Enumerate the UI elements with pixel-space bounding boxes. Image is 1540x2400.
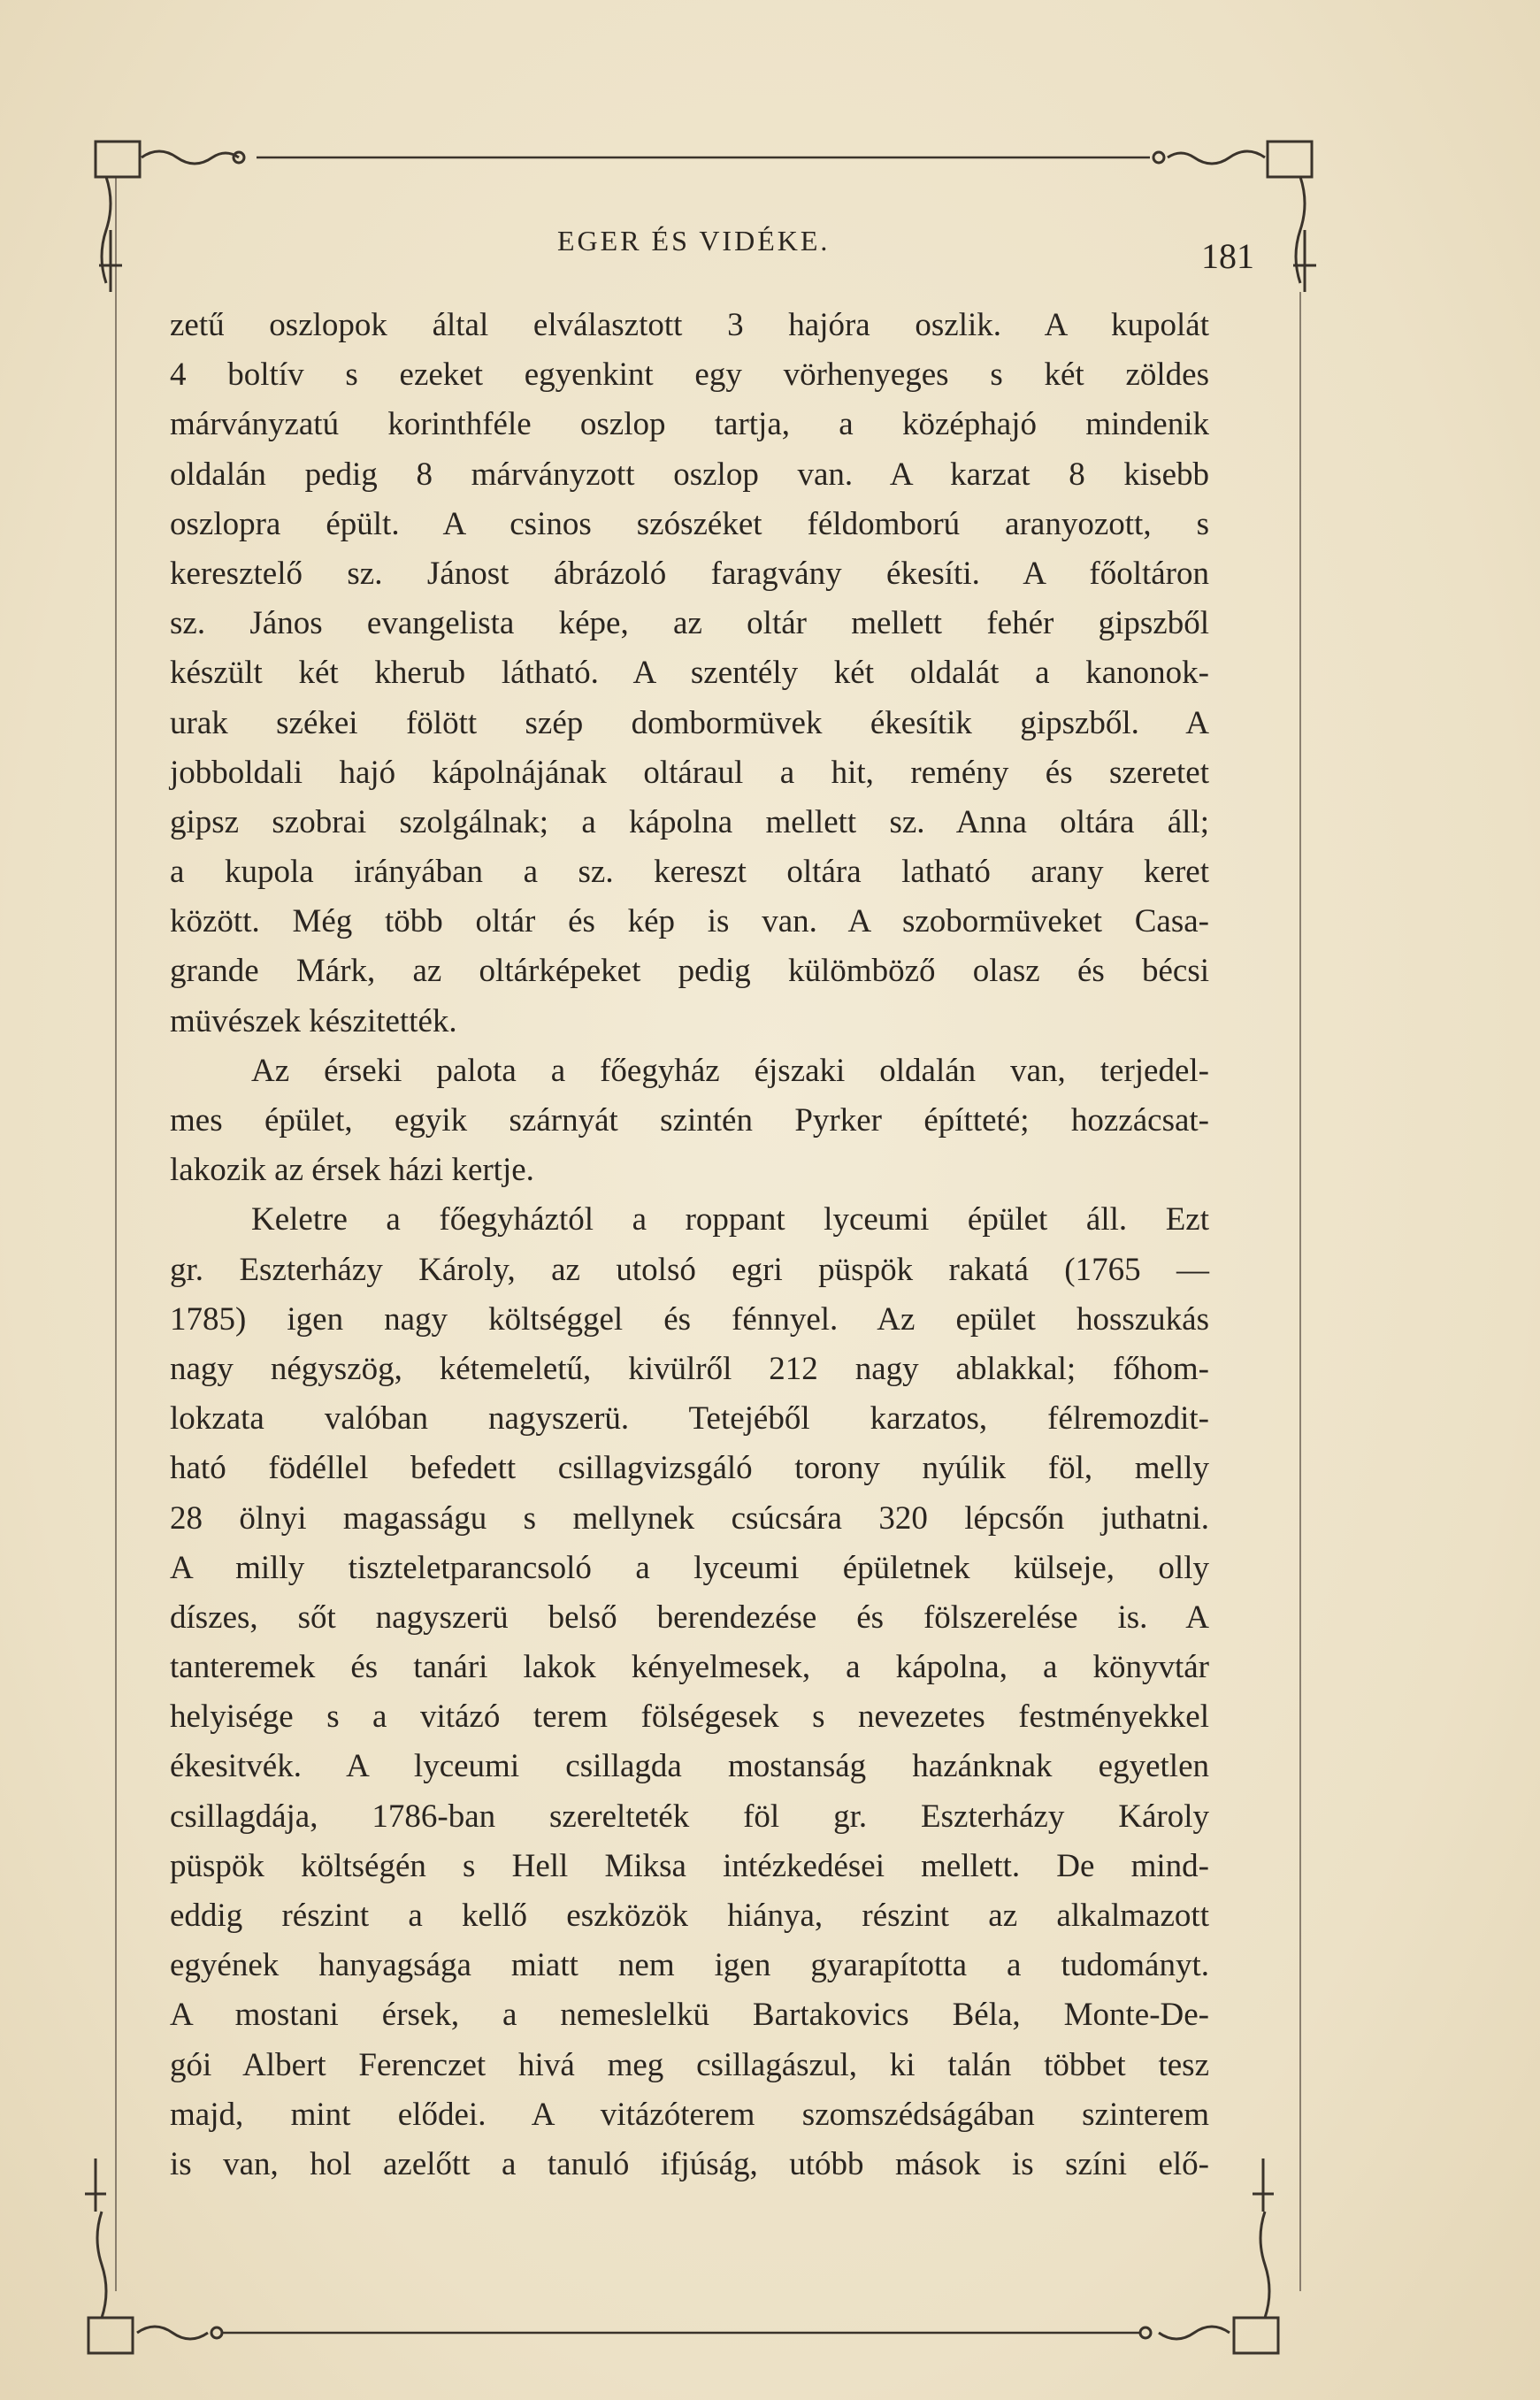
body-text (170, 301, 1209, 2189)
text-line: müvészek készitették. (170, 1002, 457, 1039)
text-line: gipsz szobrai szolgálnak; a kápolna mellett sz. Anna oltára áll; (170, 803, 1209, 840)
text-line: a kupola irányában a sz. kereszt oltára latható arany keret (170, 854, 1209, 891)
text-line: eddig részint a kellő eszközök hiánya, részint az alkalmazott (170, 1898, 1209, 1934)
text-line: oldalán pedig 8 márványzott oszlop van. A karzat 8 kisebb (170, 456, 1209, 493)
running-title: EGER ÉS VIDÉKE. (557, 225, 831, 257)
text-line: sz. János evangelista képe, az oltár mellett fehér gipszből (170, 605, 1209, 642)
text-line: tanteremek és tanári lakok kényelmesek, a kápolna, a könyvtár (170, 1649, 1209, 1686)
text-line: nagy négyszög, kétemeletű, kivülről 212 nagy ablakkal; főhom- (170, 1350, 1209, 1387)
text-line: ékesitvék. A lyceumi csillagda mostanság hazánknak egyetlen (170, 1748, 1209, 1785)
text-line: lokzata valóban nagyszerü. Tetejéből karzatos, félremozdit- (170, 1400, 1209, 1438)
text-line: 28 ölnyi magasságu s mellynek csúcsára 320 lépcsőn juthatni. (170, 1499, 1209, 1537)
text-line: helyisége s a vitázó terem fölségesek s nevezetes festményekkel (170, 1698, 1209, 1736)
page-number: 181 (1201, 236, 1254, 276)
text-line: gói Albert Ferenczet hivá meg csillagászul, ki talán többet tesz (170, 2046, 1209, 2083)
text-line: urak székei fölött szép dombormüvek ékesítik gipszből. A (170, 704, 1209, 741)
text-line: zetű oszlopok által elválasztott 3 hajóra oszlik. A kupolát (170, 307, 1209, 343)
text-line: is van, hol azelőtt a tanuló ifjúság, utóbb mások is színi elő- (170, 2145, 1209, 2182)
text-line: 4 boltív s ezeket egyenkint egy vörhenyeges s két zöldes (170, 357, 1209, 394)
text-line: jobboldali hajó kápolnájának oltáraul a hit, remény és szeretet (170, 754, 1209, 791)
text-line: püspök költségén s Hell Miksa intézkedései mellett. De mind- (170, 1847, 1209, 1884)
text-line: gr. Eszterházy Károly, az utolsó egri püspök rakatá (1765 — (170, 1251, 1209, 1288)
text-line: grande Márk, az oltárképeket pedig külömböző olasz és bécsi (170, 953, 1209, 990)
text-line: csillagdája, 1786-ban szerelteték föl gr. Eszterházy Károly (170, 1798, 1209, 1835)
text-line: oszlopra épült. A csinos szószéket féldomború aranyozott, s (170, 505, 1209, 542)
text-line: mes épület, egyik szárnyát szintén Pyrker építteté; hozzácsat- (170, 1102, 1209, 1139)
text-line: A mostani érsek, a nemeslelkü Bartakovics Béla, Monte-De- (170, 1997, 1209, 2034)
text-line: majd, mint elődei. A vitázóterem szomszédságában szinterem (170, 2096, 1209, 2133)
text-line: Az érseki palota a főegyház éjszaki oldalán van, terjedel- (251, 1052, 1209, 1089)
text-line: márványzatú korinthféle oszlop tartja, a középhajó mindenik (170, 406, 1209, 443)
text-line: egyének hanyagsága miatt nem igen gyarapította a tudományt. (170, 1947, 1209, 1984)
text-line: ható födéllel befedett csillagvizsgáló torony nyúlik föl, melly (170, 1450, 1209, 1487)
text-line: Keletre a főegyháztól a roppant lyceumi épület áll. Ezt (251, 1201, 1209, 1238)
text-line: készült két kherub látható. A szentély két oldalát a kanonok- (170, 655, 1209, 692)
text-line: 1785) igen nagy költséggel és fénnyel. Az epület hosszukás (170, 1300, 1209, 1338)
text-line: keresztelő sz. Jánost ábrázoló faragvány ékesíti. A főoltáron (170, 555, 1209, 592)
text-line: A milly tiszteletparancsoló a lyceumi épületnek külseje, olly (170, 1549, 1209, 1586)
text-line: lakozik az érsek házi kertje. (170, 1152, 534, 1189)
text-line: díszes, sőt nagyszerü belső berendezése és fölszerelése is. A (170, 1599, 1209, 1636)
text-line: között. Még több oltár és kép is van. A szobormüveket Casa- (170, 903, 1209, 940)
page-header (0, 219, 1540, 281)
